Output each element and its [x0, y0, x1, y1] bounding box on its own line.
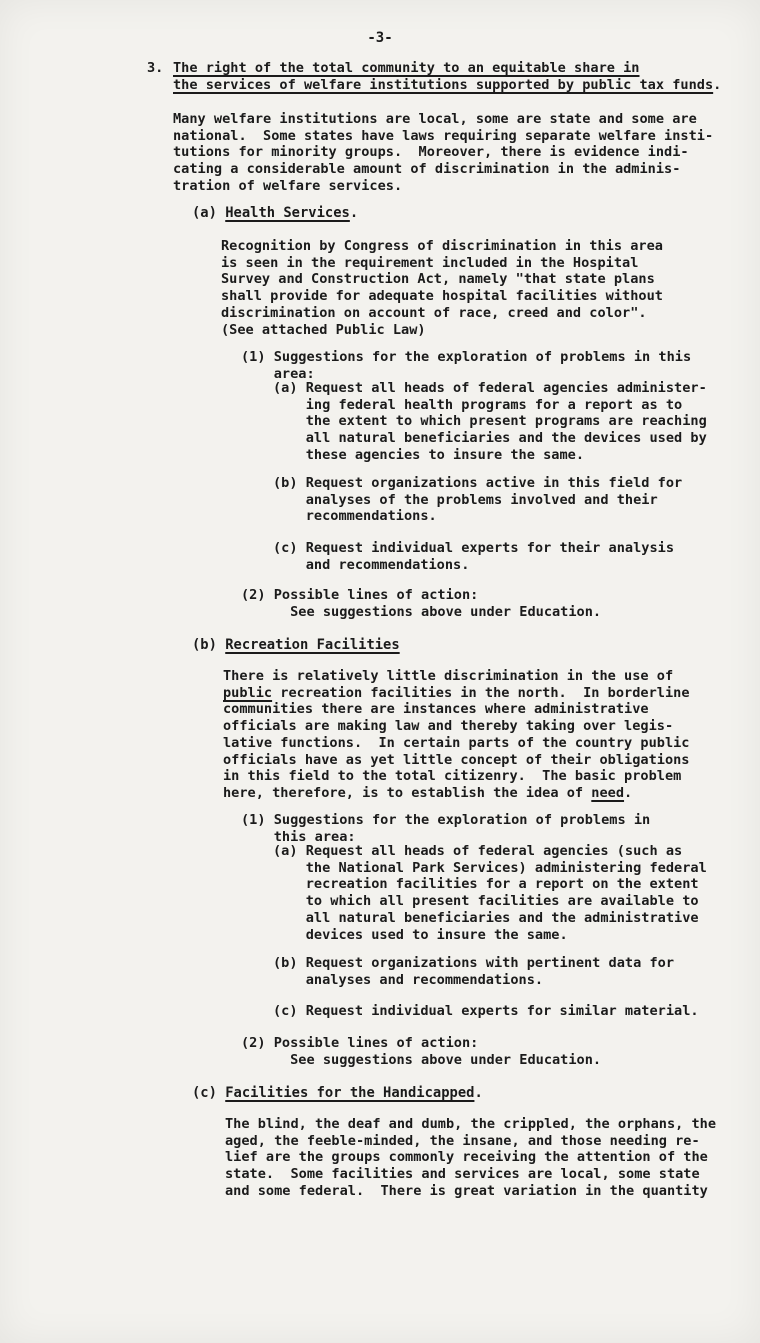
health-item-1b: (b) Request organizations active in this field for analyses of the problems involved and their recommendations.: [273, 475, 683, 525]
health-item-1c: (c) Request individual experts for their analysis and recommendations.: [273, 540, 675, 573]
subsection-title-period: .: [349, 205, 359, 221]
page-number: -3-: [367, 30, 393, 46]
section-title-line-1: The right of the total community to an equitable share in: [173, 60, 640, 76]
handicapped-paragraph: The blind, the deaf and dumb, the crippled, the orphans, the aged, the feeble-minded, the insane, and those needing re- lief are the groups commonly receiving the attention of the state. Some facilities and services are local, some state and some federal. There is great variation in the quantity: [225, 1116, 717, 1199]
recreation-word-need: need: [591, 784, 625, 801]
recreation-item-1a: (a) Request all heads of federal agencies (such as the National Park Services) administering federal recreation facilities for a report on the extent to which all present facilities are available to all natural beneficiaries and the administrative devices used to insure the same.: [273, 843, 707, 943]
health-paragraph: Recognition by Congress of discrimination in this area is seen in the requirement included in the Hospital Survey and Construction Act, namely "that state plans shall provide for adequate hospital facilities without discrimination on account of race, creed and color". (See attached Public Law): [221, 238, 663, 338]
handicapped-heading: [192, 1085, 483, 1102]
health-item-1a: (a) Request all heads of federal agencies administer- ing federal health programs for a report as to the extent to which present programs are reaching all natural beneficiaries and the devices used by these agencies to insure the same.: [273, 380, 707, 463]
recreation-word-public: public: [223, 684, 273, 701]
section-number: 3.: [147, 60, 164, 76]
health-item-1: (1) Suggestions for the exploration of problems in this area:: [241, 349, 692, 382]
recreation-paragraph: [223, 668, 690, 802]
section-3-intro: Many welfare institutions are local, some are state and some are national. Some states have laws requiring separate welfare insti- tutions for minority groups. Moreover, there is evidence indi- cating a considerable amount of discrimination in the adminis- tration of welfare services.: [173, 111, 714, 194]
recreation-line-1-rest: recreation facilities in the north. In borderline: [272, 684, 690, 701]
recreation-item-1: (1) Suggestions for the exploration of problems in this area:: [241, 812, 651, 845]
subsection-title: Recreation Facilities: [225, 637, 400, 653]
recreation-lines-middle: communities there are instances where administrative officials are making law and thereby taking over legis- lative functions. In certain parts of the country public officials have as yet little concept of their obligations in this field to the total citizenry. The basic problem: [223, 701, 690, 785]
recreation-line-0: There is relatively little discrimination in the use of: [223, 668, 674, 684]
subsection-title-period: .: [474, 1085, 483, 1101]
recreation-item-2: (2) Possible lines of action: See suggestions above under Education.: [241, 1035, 602, 1068]
section-title-line-2: the services of welfare institutions supported by public tax funds: [173, 77, 714, 93]
recreation-item-1c: (c) Request individual experts for similar material.: [273, 1003, 699, 1019]
section-title-period: .: [713, 77, 722, 93]
recreation-item-1b: (b) Request organizations with pertinent data for analyses and recommendations.: [273, 955, 675, 988]
subsection-label: (c): [192, 1085, 217, 1101]
subsection-label: (b): [192, 637, 217, 653]
health-item-2: (2) Possible lines of action: See suggestions above under Education.: [241, 587, 602, 620]
recreation-last-line: here, therefore, is to establish the idea of: [223, 784, 592, 801]
subsection-title: Health Services: [225, 205, 350, 221]
recreation-last-period: .: [624, 784, 633, 801]
subsection-label: (a): [192, 205, 217, 221]
recreation-heading: [192, 637, 400, 654]
subsection-title: Facilities for the Handicapped: [225, 1085, 475, 1101]
health-services-heading: [192, 205, 358, 222]
section-3-heading: [147, 60, 721, 94]
